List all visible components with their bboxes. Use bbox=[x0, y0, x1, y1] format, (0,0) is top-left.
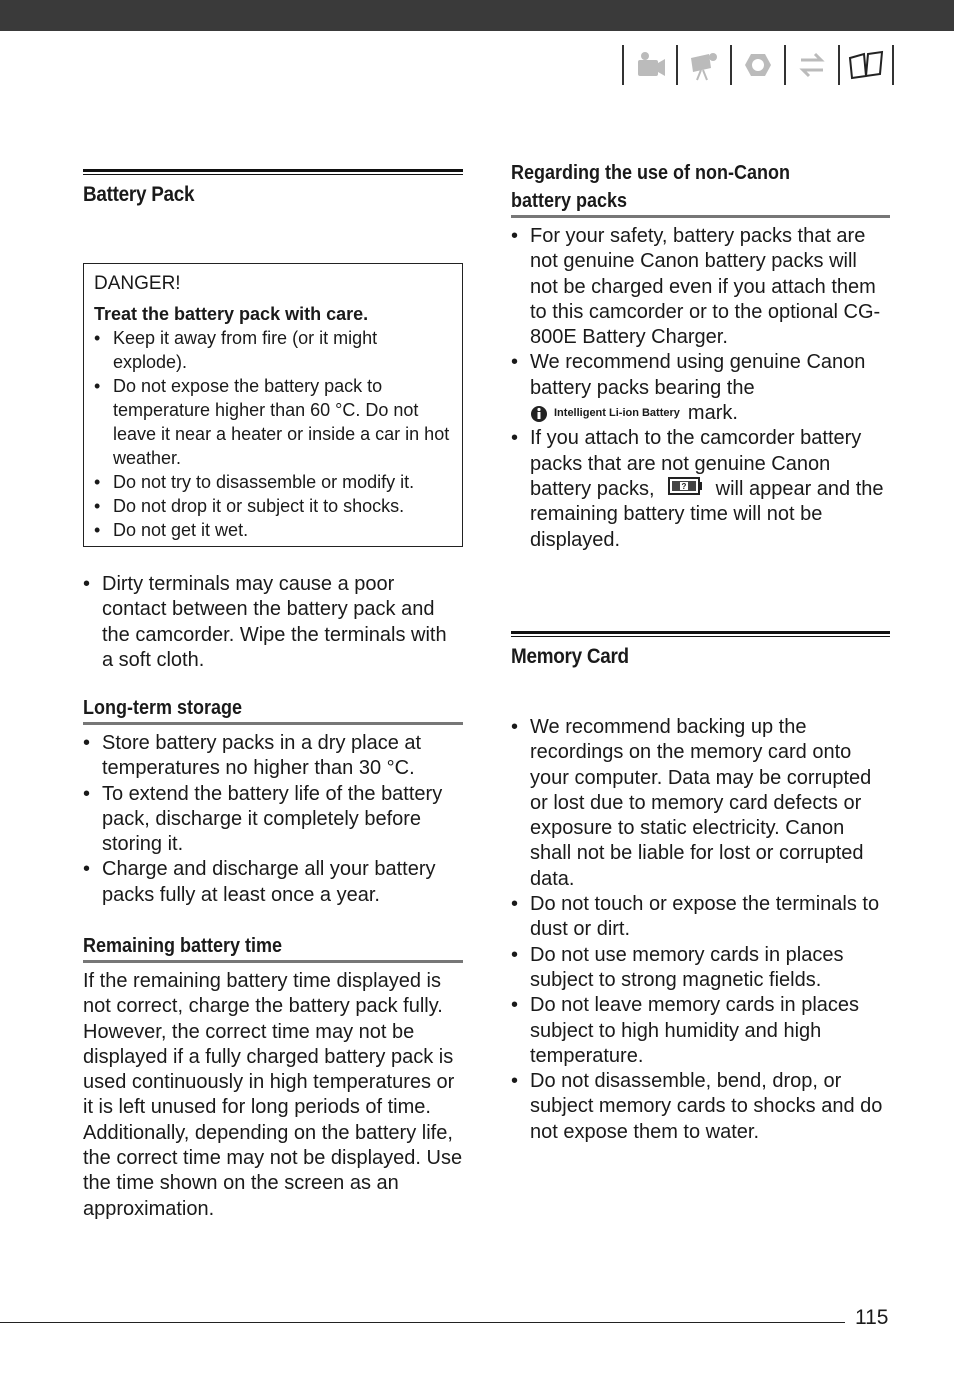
danger-box bbox=[83, 263, 463, 547]
list-item: • Charge and discharge all your battery packs fully at least once a year. bbox=[83, 857, 463, 908]
list-item: • Do not leave memory cards in places subject to high humidity and high temperature. bbox=[511, 993, 890, 1069]
camcorder-icon[interactable] bbox=[624, 45, 676, 85]
list-item: • Do not use memory cards in places subject to strong magnetic fields. bbox=[511, 943, 890, 994]
memory-card-section bbox=[511, 631, 890, 1145]
non-canon-section bbox=[511, 159, 890, 553]
non-canon-title: Regarding the use of non-Canon battery packs bbox=[511, 162, 790, 212]
list-item bbox=[511, 350, 890, 426]
page-number: 115 bbox=[855, 1306, 889, 1329]
book-icon[interactable] bbox=[840, 45, 892, 85]
transfer-icon[interactable] bbox=[786, 45, 838, 85]
footer-rule bbox=[0, 1322, 845, 1323]
list-item bbox=[511, 426, 890, 553]
item2-text: We recommend using genuine Canon battery packs bearing the bbox=[530, 351, 866, 399]
battery-pack-title: Battery Pack bbox=[83, 183, 195, 206]
list-item: • Do not touch or expose the terminals to dust or dirt. bbox=[511, 892, 890, 943]
item3-before: If you attach to the camcorder battery packs that are not genuine Canon battery packs, bbox=[530, 427, 862, 501]
li-ion-logo-text: Intelligent Li-ion Battery bbox=[554, 407, 680, 420]
long-term-storage-list bbox=[83, 731, 463, 908]
list-item: • Store battery packs in a dry place at temperatures no higher than 30 °C. bbox=[83, 731, 463, 782]
non-canon-list bbox=[511, 224, 890, 553]
section-rule bbox=[83, 169, 463, 175]
item2-suffix: mark. bbox=[687, 402, 738, 425]
remaining-time-title: Remaining battery time bbox=[83, 935, 283, 957]
danger-title: DANGER! bbox=[94, 273, 181, 294]
section-icon-strip bbox=[622, 44, 894, 86]
header-bar bbox=[0, 0, 954, 31]
remaining-time-body: If the remaining battery time displayed is not correct, charge the battery pack fully. However, the correct time may not be displayed if a fully charged battery pack is used continuously in high temperatures or it is left unused for long periods of time. Additionally, depending on the battery life, the correct time may not be displayed. Use the time shown on the screen as an approximation. bbox=[83, 970, 463, 1220]
list-item: • Do not disassemble, bend, drop, or subject memory cards to shocks and do not expose them to water. bbox=[511, 1069, 890, 1145]
camera-icon[interactable] bbox=[732, 45, 784, 85]
memory-card-title: Memory Card bbox=[511, 645, 629, 668]
item3-after: will appear and the remaining battery time will not be displayed. bbox=[530, 478, 884, 551]
section-rule bbox=[511, 631, 890, 637]
projector-icon[interactable] bbox=[678, 45, 730, 85]
list-item: • Do not get it wet. bbox=[94, 518, 452, 542]
list-item: • For your safety, battery packs that are not genuine Canon battery packs will not be charged even if you attach them to this camcorder or to the optional CG-800E Battery Charger. bbox=[511, 224, 890, 350]
li-ion-emblem-icon bbox=[530, 405, 548, 423]
memory-card-list bbox=[511, 715, 890, 1145]
list-item: • We recommend backing up the recordings on the memory card onto your computer. Data may be corrupted or lost due to memory card defects or exposure to static electricity. Canon shall not be liable for lost or corrupted data. bbox=[511, 715, 890, 892]
list-item: • Do not expose the battery pack to temperature higher than 60 °C. Do not leave it near a heater or inside a car in hot weather. bbox=[94, 374, 452, 470]
list-item: • To extend the battery life of the battery pack, discharge it completely before storing it. bbox=[83, 782, 463, 858]
long-term-storage-section bbox=[83, 694, 463, 908]
battery-pack-section bbox=[83, 169, 463, 207]
svg-text:?: ? bbox=[681, 482, 687, 492]
list-item: • Do not try to disassemble or modify it. bbox=[94, 470, 452, 494]
battery-notes bbox=[83, 572, 463, 673]
remaining-time-section bbox=[83, 932, 463, 1222]
danger-list bbox=[94, 326, 452, 542]
list-item: • Do not drop it or subject it to shocks. bbox=[94, 494, 452, 518]
li-ion-logo bbox=[530, 401, 680, 426]
battery-warning-icon bbox=[668, 477, 702, 502]
danger-lead: Treat the battery pack with care. bbox=[94, 304, 369, 324]
long-term-storage-title: Long-term storage bbox=[83, 697, 243, 719]
list-item: • Dirty terminals may cause a poor contact between the battery pack and the camcorder. Wipe the terminals with a soft cloth. bbox=[83, 572, 463, 673]
list-item: • Keep it away from fire (or it might explode). bbox=[94, 326, 452, 374]
